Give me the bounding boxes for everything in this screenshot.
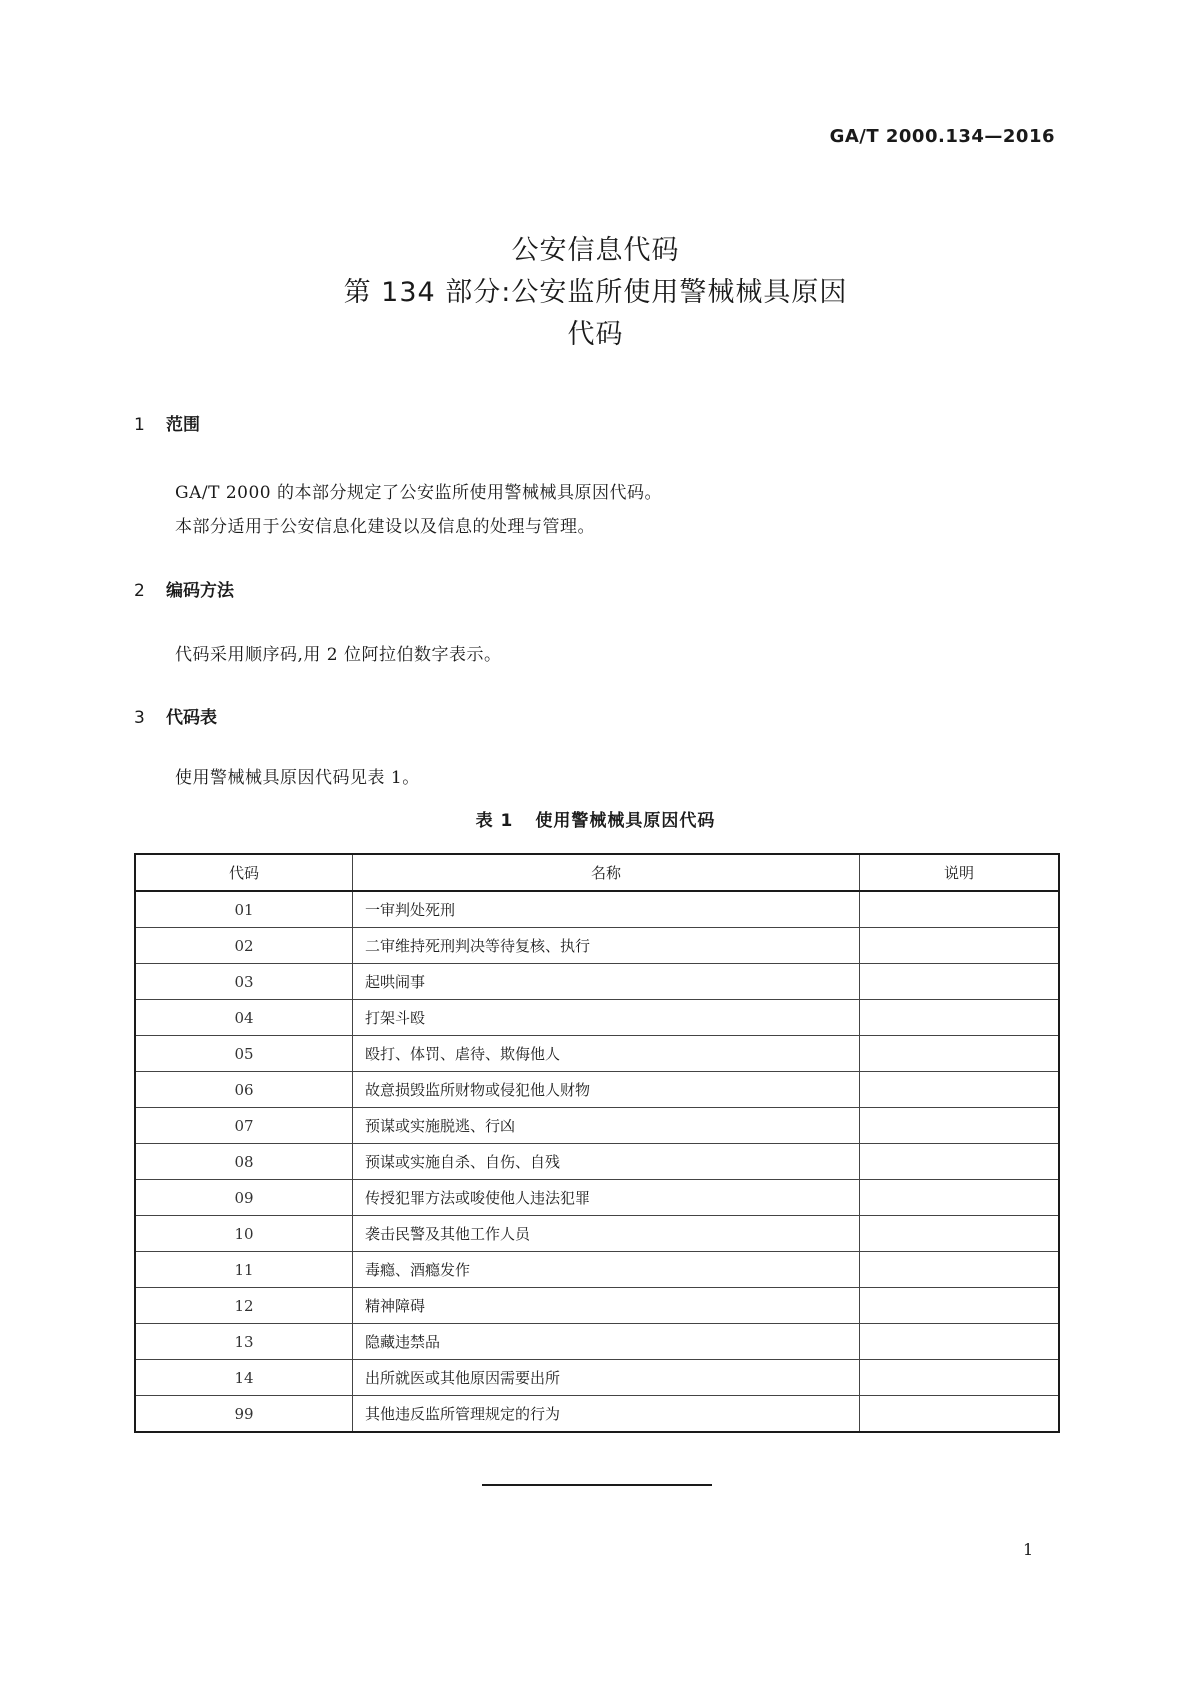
code-cell: 13 (135, 1324, 353, 1360)
name-cell: 预谋或实施自杀、自伤、自残 (353, 1144, 860, 1180)
name-cell: 出所就医或其他原因需要出所 (353, 1360, 860, 1396)
scope-paragraph-2: 本部分适用于公安信息化建设以及信息的处理与管理。 (175, 517, 595, 537)
code-cell: 09 (135, 1180, 353, 1216)
code-cell: 03 (135, 964, 353, 1000)
section-title: 代码表 (166, 708, 217, 728)
note-cell (859, 1216, 1059, 1252)
code-cell: 99 (135, 1396, 353, 1433)
note-cell (859, 1180, 1059, 1216)
note-cell (859, 928, 1059, 964)
table-caption-number: 表 1 (475, 811, 514, 831)
name-cell: 二审维持死刑判决等待复核、执行 (353, 928, 860, 964)
note-cell (859, 964, 1059, 1000)
name-cell: 一审判处死刑 (353, 891, 860, 928)
section-title: 编码方法 (166, 581, 234, 601)
code-cell: 06 (135, 1072, 353, 1108)
name-cell: 袭击民警及其他工作人员 (353, 1216, 860, 1252)
end-of-document-rule (482, 1484, 712, 1486)
name-cell: 打架斗殴 (353, 1000, 860, 1036)
document-title-line-2: 第 134 部分:公安监所使用警械械具原因 (343, 277, 848, 308)
table-row (135, 1000, 1059, 1036)
section-number: 1 (134, 415, 145, 435)
table-row (135, 1108, 1059, 1144)
name-cell: 其他违反监所管理规定的行为 (353, 1396, 860, 1433)
table-header-row (135, 854, 1059, 891)
code-table (134, 853, 1060, 1433)
code-cell: 02 (135, 928, 353, 964)
code-cell: 11 (135, 1252, 353, 1288)
document-title-line-3: 代码 (567, 319, 624, 350)
table-row (135, 1180, 1059, 1216)
code-cell: 08 (135, 1144, 353, 1180)
table-row (135, 1324, 1059, 1360)
section-number: 3 (134, 708, 145, 728)
section-title: 范围 (166, 415, 200, 435)
note-cell (859, 1036, 1059, 1072)
note-cell (859, 1396, 1059, 1433)
name-cell: 传授犯罪方法或唆使他人违法犯罪 (353, 1180, 860, 1216)
code-cell: 04 (135, 1000, 353, 1036)
note-cell (859, 891, 1059, 928)
note-cell (859, 1288, 1059, 1324)
document-title-line-1: 公安信息代码 (511, 235, 680, 266)
table-row (135, 1216, 1059, 1252)
table-row (135, 891, 1059, 928)
section-heading-code-table (134, 703, 217, 728)
note-cell (859, 1360, 1059, 1396)
page-number: 1 (1023, 1540, 1034, 1559)
section-heading-coding-method (134, 576, 234, 601)
table-row (135, 928, 1059, 964)
table-row (135, 1144, 1059, 1180)
column-header-code: 代码 (135, 854, 353, 891)
name-cell: 殴打、体罚、虐待、欺侮他人 (353, 1036, 860, 1072)
code-cell: 10 (135, 1216, 353, 1252)
table-row (135, 1072, 1059, 1108)
table-row (135, 1252, 1059, 1288)
code-cell: 12 (135, 1288, 353, 1324)
name-cell: 隐藏违禁品 (353, 1324, 860, 1360)
code-cell: 01 (135, 891, 353, 928)
table-caption-title: 使用警械械具原因代码 (535, 811, 716, 831)
note-cell (859, 1000, 1059, 1036)
table-row (135, 1288, 1059, 1324)
table-row (135, 1036, 1059, 1072)
note-cell (859, 1072, 1059, 1108)
name-cell: 故意损毁监所财物或侵犯他人财物 (353, 1072, 860, 1108)
name-cell: 毒瘾、酒瘾发作 (353, 1252, 860, 1288)
table-row (135, 1396, 1059, 1433)
column-header-note: 说明 (859, 854, 1059, 891)
code-cell: 05 (135, 1036, 353, 1072)
code-cell: 14 (135, 1360, 353, 1396)
note-cell (859, 1144, 1059, 1180)
scope-paragraph-1: GA/T 2000 的本部分规定了公安监所使用警械械具原因代码。 (175, 483, 662, 503)
table-row (135, 1360, 1059, 1396)
section-number: 2 (134, 581, 145, 601)
note-cell (859, 1324, 1059, 1360)
name-cell: 精神障碍 (353, 1288, 860, 1324)
section-heading-scope (134, 410, 200, 435)
coding-method-paragraph: 代码采用顺序码,用 2 位阿拉伯数字表示。 (175, 645, 502, 665)
name-cell: 起哄闹事 (353, 964, 860, 1000)
code-table-paragraph: 使用警械械具原因代码见表 1。 (175, 768, 420, 788)
note-cell (859, 1252, 1059, 1288)
note-cell (859, 1108, 1059, 1144)
table-row (135, 964, 1059, 1000)
column-header-name: 名称 (353, 854, 860, 891)
standard-code: GA/T 2000.134—2016 (829, 126, 1055, 147)
table-caption (0, 806, 1191, 831)
name-cell: 预谋或实施脱逃、行凶 (353, 1108, 860, 1144)
code-cell: 07 (135, 1108, 353, 1144)
